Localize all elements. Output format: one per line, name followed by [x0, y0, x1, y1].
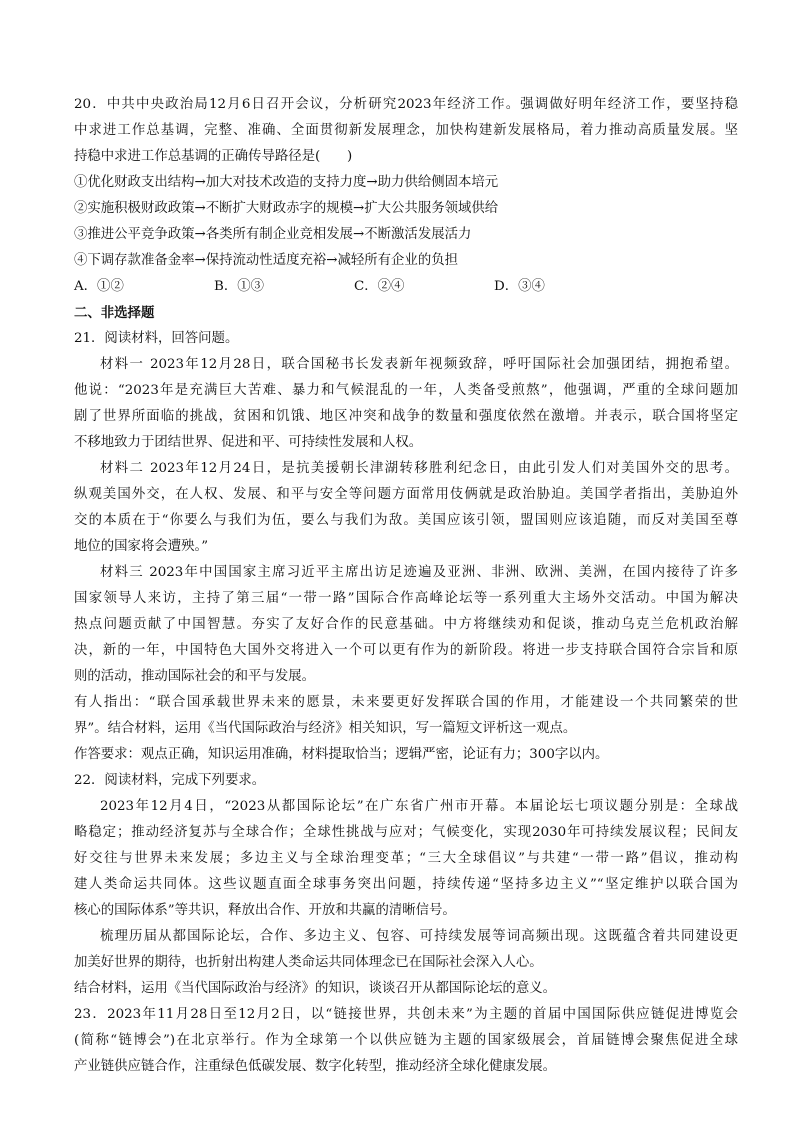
- q20-item-4: ④下调存款准备金率→保持流动性适度充裕→减轻所有企业的负担: [74, 253, 458, 268]
- q21-material1-line-3: 剧了世界所面临的挑战，贫困和饥饿、地区冲突和战争的数量和强度依然在激增。并表示，联合国将坚定: [74, 409, 738, 424]
- q21-material1-line-1: 材料一 2023年12月28日，联合国秘书长发表新年视频致辞，呼吁国际社会加强团结，拥抱希望。: [100, 357, 738, 372]
- q23-line-2: (简称“链博会”)在北京举行。作为全球第一个以供应链为主题的国家级展会，首届链博会聚焦促进全球: [74, 1033, 738, 1048]
- q20-option-c: C．②④: [354, 279, 405, 294]
- q22-para2-line-2: 加美好世界的期待，也折射出构建人类命运共同体理念已在国际社会深入人心。: [74, 955, 543, 970]
- q21-material3-line-5: 则的活动，推动国际社会的和平与发展。: [74, 669, 316, 684]
- q23-line-1: 23．2023年11月28日至12月2日，以“链接世界，共创未来”为主题的首届中国国际供应链促进博览会: [74, 1007, 738, 1022]
- q20-stem-line-2: 中求进工作总基调，完整、准确、全面贯彻新发展理念，加快构建新发展格局，着力推动高质量发展。坚: [74, 123, 738, 138]
- q21-material3-line-4: 决，新的一年，中国特色大国外交将进入一个可以更有作为的新阶段。将进一步支持联合国符合宗旨和原: [74, 643, 738, 658]
- q21-material1-line-4: 不移地致力于团结世界、促进和平、可持续性发展和人权。: [74, 435, 423, 450]
- q20-option-b: B．①③: [214, 279, 265, 294]
- q22-para1-line-1: 2023年12月4日，“2023从都国际论坛”在广东省广州市开幕。本届论坛七项议题分别是：全球战: [100, 799, 738, 814]
- q22-stem: 22．阅读材料，完成下列要求。: [74, 773, 266, 788]
- q22-para2-line-1: 梳理历届从都国际论坛，合作、多边主义、包容、可持续发展等词高频出现。这既蕴含着共同建设更: [100, 929, 738, 944]
- q21-material3-line-2: 国家领导人来访，主持了第三届“一带一路”国际合作高峰论坛等一系列重大主场外交活动。中国为解决: [74, 591, 738, 606]
- q21-material2-line-3: 交的本质在于“你要么与我们为伍，要么与我们为敌。美国应该引领，盟国则应该追随，而反对美国至尊: [74, 513, 738, 528]
- q21-stem: 21．阅读材料，回答问题。: [74, 331, 239, 346]
- q21-material2-line-1: 材料二 2023年12月24日，是抗美援朝长津湖转移胜利纪念日，由此引发人们对美国外交的思考。: [100, 461, 738, 476]
- q20-stem-line-1: 20．中共中央政治局12月6日召开会议，分析研究2023年经济工作。强调做好明年经济工作，要坚持稳: [74, 97, 738, 112]
- q21-ask-line-1: 有人指出：“联合国承载世界未来的愿景，未来要更好发挥联合国的作用，才能建设一个共同繁荣的世: [74, 695, 738, 710]
- q22-para1-line-2: 略稳定；推动经济复苏与全球合作；全球性挑战与应对；气候变化，实现2030年可持续发展议程；民间友: [74, 825, 738, 840]
- q21-material3-line-1: 材料三 2023年中国国家主席习近平主席出访足迹遍及亚洲、非洲、欧洲、美洲，在国内接待了许多: [100, 565, 738, 580]
- q23-line-3: 产业链供应链合作，注重绿色低碳发展、数字化转型，推动经济全球化健康发展。: [74, 1059, 557, 1074]
- q21-ask-line-2: 界”。结合材料，运用《当代国际政治与经济》相关知识，写一篇短文评析这一观点。: [74, 721, 577, 736]
- q20-option-a: A．①②: [74, 279, 124, 294]
- q20-item-2: ②实施积极财政政策→不断扩大财政赤字的规模→扩大公共服务领域供给: [74, 201, 499, 216]
- q20-item-1: ①优化财政支出结构→加大对技术改造的支持力度→助力供给侧固本培元: [74, 175, 499, 190]
- section-title: 二、非选择题: [74, 305, 155, 321]
- q22-para1-line-5: 核心的国际体系”等共识，释放出合作、开放和共赢的清晰信号。: [74, 903, 456, 918]
- q21-material2-line-4: 地位的国家将会遭殃。”: [74, 539, 209, 554]
- q21-material2-line-2: 纵观美国外交，在人权、发展、和平与安全等问题方面常用伎俩就是政治胁迫。美国学者指出，美胁迫外: [74, 487, 738, 502]
- q22-para1-line-3: 好交往与世界未来发展；多边主义与全球治理变革；“三大全球倡议”与共建“一带一路”倡议，推动构: [74, 851, 738, 866]
- q20-option-d: D．③④: [494, 279, 545, 294]
- q21-material1-line-2: 他说：“2023年是充满巨大苦难、暴力和气候混乱的一年，人类备受煎熬”，他强调，严重的全球问题加: [74, 383, 738, 398]
- q21-material3-line-3: 热点问题贡献了中国智慧。夯实了友好合作的民意基础。中方将继续劝和促谈，推动乌克兰危机政治解: [74, 617, 738, 632]
- q20-stem-line-3: 持稳中求进工作总基调的正确传导路径是( ): [74, 149, 353, 164]
- q22-ask: 结合材料，运用《当代国际政治与经济》的知识，谈谈召开从都国际论坛的意义。: [74, 981, 557, 996]
- q20-options: [74, 276, 738, 298]
- q22-para1-line-4: 建人类命运共同体。这些议题直面全球事务突出问题，持续传递“坚持多边主义”“坚定维护以联合国为: [74, 877, 738, 892]
- q21-requirements: 作答要求：观点正确，知识运用准确，材料提取恰当；逻辑严密，论证有力；300字以内。: [74, 747, 609, 762]
- q20-item-3: ③推进公平竞争政策→各类所有制企业竞相发展→不断激活发展活力: [74, 227, 472, 242]
